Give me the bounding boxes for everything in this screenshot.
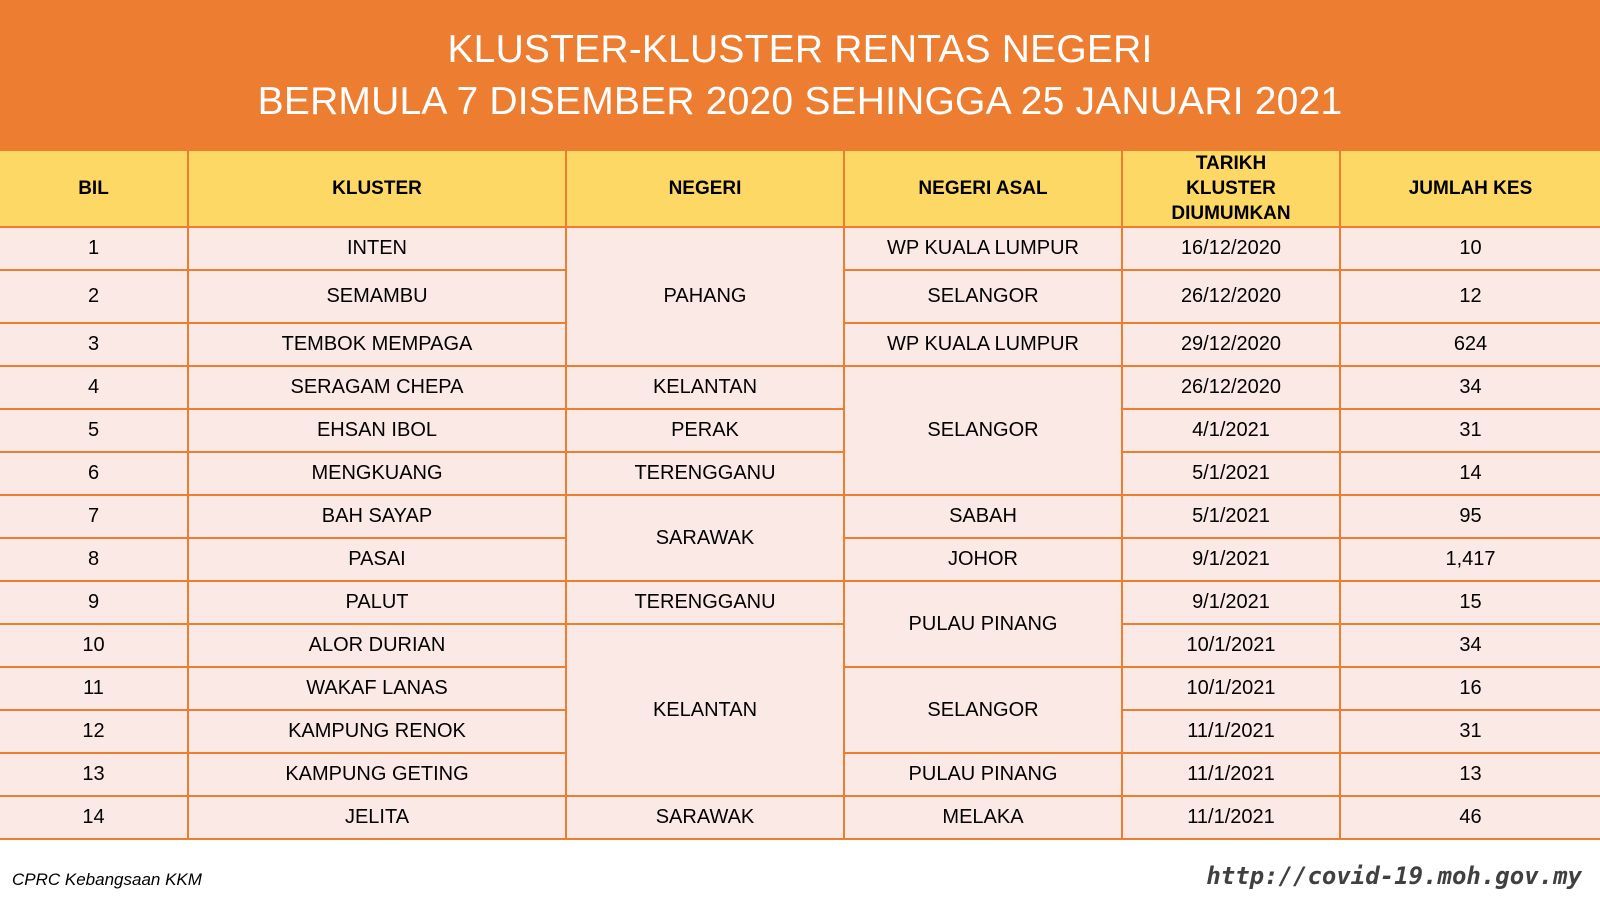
- cell-negeri: PERAK: [566, 409, 844, 452]
- cell-kluster: WAKAF LANAS: [188, 667, 566, 710]
- source-credit: CPRC Kebangsaan KKM: [12, 870, 202, 889]
- table-row: [0, 796, 1600, 839]
- cluster-table: [0, 151, 1600, 840]
- header-jumlah-kes: JUMLAH KES: [1340, 151, 1600, 227]
- cell-tarikh: 26/12/2020: [1122, 366, 1340, 409]
- cell-jumlah: 1,417: [1340, 538, 1600, 581]
- header-negeri-asal: NEGERI ASAL: [844, 151, 1122, 227]
- title-line-2: BERMULA 7 DISEMBER 2020 SEHINGGA 25 JANUARI 2021: [257, 79, 1343, 123]
- cell-tarikh: 29/12/2020: [1122, 323, 1340, 366]
- cell-jumlah: 14: [1340, 452, 1600, 495]
- cell-negeri: KELANTAN: [566, 366, 844, 409]
- cell-tarikh: 10/1/2021: [1122, 667, 1340, 710]
- header-negeri: NEGERI: [566, 151, 844, 227]
- cell-negeri-asal: PULAU PINANG: [844, 581, 1122, 667]
- cell-negeri-asal: JOHOR: [844, 538, 1122, 581]
- cell-negeri-asal: SELANGOR: [844, 667, 1122, 753]
- cell-jumlah: 15: [1340, 581, 1600, 624]
- table-row: [0, 227, 1600, 270]
- cell-kluster: KAMPUNG GETING: [188, 753, 566, 796]
- cell-kluster: ALOR DURIAN: [188, 624, 566, 667]
- cell-kluster: TEMBOK MEMPAGA: [188, 323, 566, 366]
- cell-negeri: TERENGGANU: [566, 581, 844, 624]
- cell-tarikh: 11/1/2021: [1122, 796, 1340, 839]
- cell-kluster: JELITA: [188, 796, 566, 839]
- cell-tarikh: 10/1/2021: [1122, 624, 1340, 667]
- cell-bil: 8: [0, 538, 188, 581]
- cell-negeri-asal: WP KUALA LUMPUR: [844, 227, 1122, 270]
- cell-negeri: SARAWAK: [566, 796, 844, 839]
- header-bil: BIL: [0, 151, 188, 227]
- cell-negeri-asal: PULAU PINANG: [844, 753, 1122, 796]
- cell-negeri-asal: SELANGOR: [844, 366, 1122, 495]
- cell-bil: 9: [0, 581, 188, 624]
- cell-jumlah: 34: [1340, 366, 1600, 409]
- cell-jumlah: 34: [1340, 624, 1600, 667]
- cell-bil: 3: [0, 323, 188, 366]
- cell-kluster: MENGKUANG: [188, 452, 566, 495]
- cell-bil: 10: [0, 624, 188, 667]
- cell-kluster: PASAI: [188, 538, 566, 581]
- cell-negeri-asal: MELAKA: [844, 796, 1122, 839]
- header-tarikh: TARIKH KLUSTER DIUMUMKAN: [1122, 151, 1340, 227]
- cell-kluster: SEMAMBU: [188, 270, 566, 323]
- cell-negeri-asal: SABAH: [844, 495, 1122, 538]
- table-row: [0, 624, 1600, 667]
- cell-jumlah: 12: [1340, 270, 1600, 323]
- table-row: [0, 495, 1600, 538]
- cell-bil: 14: [0, 796, 188, 839]
- table-header-row: [0, 151, 1600, 227]
- cell-kluster: INTEN: [188, 227, 566, 270]
- cell-kluster: BAH SAYAP: [188, 495, 566, 538]
- cell-jumlah: 13: [1340, 753, 1600, 796]
- title-line-1: KLUSTER-KLUSTER RENTAS NEGERI: [447, 27, 1153, 71]
- table-row: [0, 366, 1600, 409]
- header-kluster: KLUSTER: [188, 151, 566, 227]
- cell-tarikh: 5/1/2021: [1122, 495, 1340, 538]
- cell-negeri: SARAWAK: [566, 495, 844, 581]
- cell-tarikh: 11/1/2021: [1122, 710, 1340, 753]
- cell-bil: 11: [0, 667, 188, 710]
- cell-negeri-asal: SELANGOR: [844, 270, 1122, 323]
- cell-kluster: SERAGAM CHEPA: [188, 366, 566, 409]
- cell-bil: 6: [0, 452, 188, 495]
- cell-jumlah: 16: [1340, 667, 1600, 710]
- website-url: http://covid-19.moh.gov.my: [1206, 862, 1582, 890]
- cell-tarikh: 9/1/2021: [1122, 538, 1340, 581]
- table-row: [0, 409, 1600, 452]
- cell-bil: 7: [0, 495, 188, 538]
- cell-bil: 5: [0, 409, 188, 452]
- cell-bil: 1: [0, 227, 188, 270]
- cell-negeri: TERENGGANU: [566, 452, 844, 495]
- cell-jumlah: 46: [1340, 796, 1600, 839]
- cell-jumlah: 95: [1340, 495, 1600, 538]
- cell-negeri-asal: WP KUALA LUMPUR: [844, 323, 1122, 366]
- table-row: [0, 581, 1600, 624]
- cell-kluster: KAMPUNG RENOK: [188, 710, 566, 753]
- table-row: [0, 452, 1600, 495]
- cell-bil: 2: [0, 270, 188, 323]
- cell-kluster: PALUT: [188, 581, 566, 624]
- cell-jumlah: 31: [1340, 710, 1600, 753]
- cell-bil: 13: [0, 753, 188, 796]
- cell-jumlah: 10: [1340, 227, 1600, 270]
- cell-tarikh: 5/1/2021: [1122, 452, 1340, 495]
- cell-tarikh: 9/1/2021: [1122, 581, 1340, 624]
- cell-tarikh: 11/1/2021: [1122, 753, 1340, 796]
- cell-bil: 12: [0, 710, 188, 753]
- cell-kluster: EHSAN IBOL: [188, 409, 566, 452]
- cell-negeri: PAHANG: [566, 227, 844, 366]
- cell-bil: 4: [0, 366, 188, 409]
- cell-tarikh: 26/12/2020: [1122, 270, 1340, 323]
- cell-tarikh: 4/1/2021: [1122, 409, 1340, 452]
- cell-jumlah: 624: [1340, 323, 1600, 366]
- cell-jumlah: 31: [1340, 409, 1600, 452]
- title-banner: [0, 0, 1600, 151]
- cell-tarikh: 16/12/2020: [1122, 227, 1340, 270]
- cell-negeri: KELANTAN: [566, 624, 844, 796]
